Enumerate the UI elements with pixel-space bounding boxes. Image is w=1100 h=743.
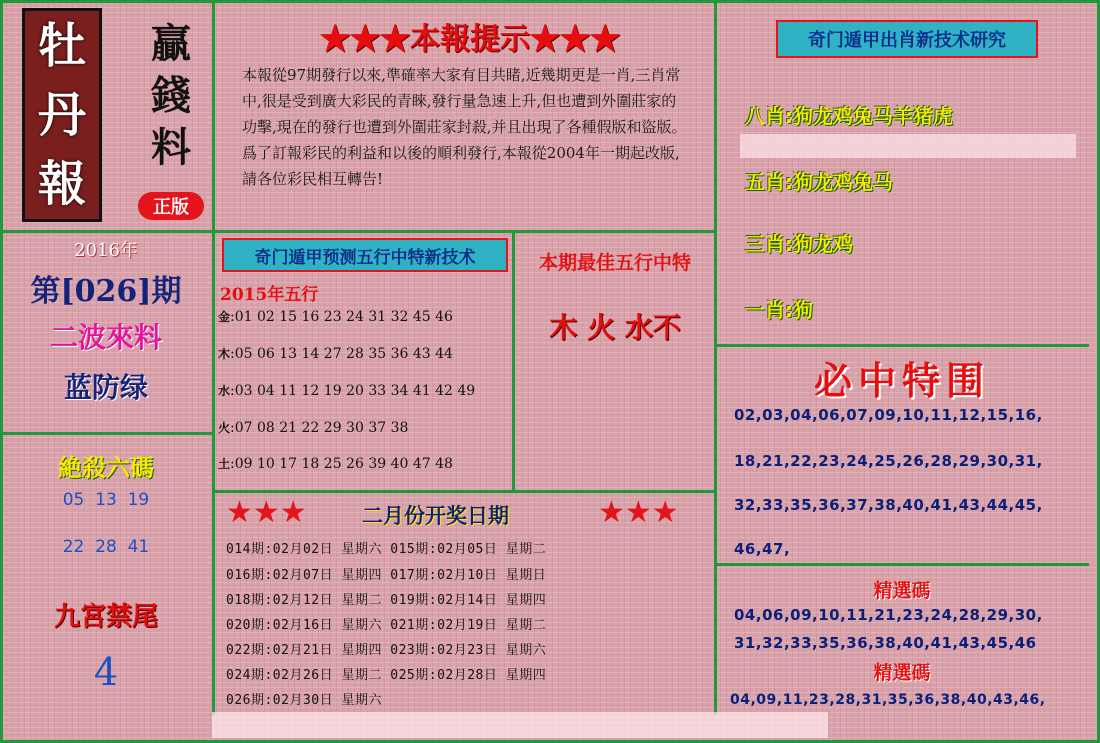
- selected-line: 31,32,33,35,36,38,40,41,43,45,46: [734, 634, 1037, 652]
- draw-date-row: 016期:02月07日 星期四 017期:02月10日 星期日: [226, 568, 547, 583]
- kill-six-line: 05 13 19: [62, 490, 150, 510]
- zodiac-five: 五肖:狗龙鸡兔马: [745, 170, 893, 194]
- five-elements-year: 2015年五行: [220, 285, 319, 305]
- selected-line: 04,09,11,23,28,31,35,36,38,40,43,46,: [730, 692, 1046, 708]
- element-numbers: 07 08 21 22 29 30 37 38: [234, 420, 409, 436]
- slogan-char: 贏: [151, 20, 191, 67]
- selected-heading: 精選碼: [873, 662, 931, 684]
- grid-line: [715, 563, 1089, 566]
- selected-line: 04,06,09,10,11,21,23,24,28,29,30,: [734, 606, 1043, 624]
- must-hit-line: 02,03,04,06,07,09,10,11,12,15,16,: [734, 406, 1043, 424]
- zodiac-eight: 八肖:狗龙鸡兔马羊猪虎: [745, 104, 953, 128]
- notice-body: 本報從97期發行以來,準確率大家有目共睹,近幾期更是一肖,三肖常中,很是受到廣大彩民的青睞,發行量急速上升,但也遭到外圍莊家的功擊,現在的發行也遭到外圍莊家封殺,并且出現了各種假版和盜版。爲了訂報彩民的利益和以後的順利發行,本報從2004年一期起改版,請各位彩民相互轉告!: [242, 66, 687, 188]
- element-numbers: 05 06 13 14 27 28 35 36 43 44: [234, 346, 453, 362]
- five-elements-heading: 奇门遁甲预测五行中特新技术: [222, 238, 508, 272]
- element-row: 木:05 06 13 14 27 28 35 36 43 44: [218, 346, 453, 362]
- element-row: 金:01 02 15 16 23 24 31 32 45 46: [218, 309, 453, 325]
- notice-title: ★★★本報提示★★★: [320, 22, 620, 57]
- star-decoration: ★★★: [598, 495, 679, 530]
- kill-six-heading: 絶殺六碼: [58, 454, 154, 482]
- draw-date-row: 026期:02月30日 星期六: [226, 693, 382, 708]
- masthead-slogan: [148, 18, 194, 174]
- zodiac-one: 一肖:狗: [745, 298, 813, 322]
- must-hit-line: 32,33,35,36,37,38,40,41,43,44,45,: [734, 496, 1043, 514]
- masthead-char: 報: [37, 156, 86, 213]
- element-label: 金: [218, 310, 231, 324]
- element-row: 土:09 10 17 18 25 26 39 40 47 48: [218, 456, 453, 472]
- draw-date-row: 024期:02月26日 星期二 025期:02月28日 星期四: [226, 668, 547, 683]
- highlight-band: [740, 134, 1076, 158]
- star-decoration: ★★★: [226, 495, 307, 530]
- grid-line: [213, 490, 715, 493]
- element-numbers: 09 10 17 18 25 26 39 40 47 48: [234, 456, 453, 472]
- masthead-char: 丹: [37, 86, 86, 143]
- zodiac-heading: 奇门遁甲出肖新技术研究: [776, 20, 1038, 58]
- masthead-char: 牡: [37, 17, 86, 74]
- must-hit-line: 18,21,22,23,24,25,26,28,29,30,31,: [734, 452, 1043, 470]
- best-element-value: 木 火 水不: [549, 311, 681, 344]
- element-row: 水:03 04 11 12 19 20 33 34 41 42 49: [218, 383, 476, 399]
- draw-date-row: 022期:02月21日 星期四 023期:02月23日 星期六: [226, 643, 547, 658]
- zodiac-three: 三肖:狗龙鸡: [745, 232, 853, 256]
- wave-info: 二波來料: [49, 321, 162, 354]
- draw-dates-heading: 二月份开奖日期: [362, 504, 509, 528]
- best-element-heading: 本期最佳五行中特: [538, 252, 691, 274]
- element-row: 火:07 08 21 22 29 30 37 38: [218, 420, 409, 436]
- grid-line: [0, 0, 1100, 3]
- highlight-band: [212, 712, 828, 738]
- must-hit-line: 46,47,: [734, 540, 791, 558]
- draw-date-row: 014期:02月02日 星期六 015期:02月05日 星期二: [226, 542, 547, 557]
- draw-date-row: 020期:02月16日 星期六 021期:02月19日 星期二: [226, 618, 547, 633]
- selected-heading: 精選碼: [873, 580, 931, 602]
- grid-line: [212, 0, 215, 715]
- grid-line: [0, 230, 715, 233]
- draw-date-row: 018期:02月12日 星期二 019期:02月14日 星期四: [226, 593, 547, 608]
- element-numbers: 03 04 11 12 19 20 33 34 41 42 49: [234, 383, 476, 399]
- issue-year: 2016年: [74, 240, 138, 261]
- slogan-char: 料: [151, 124, 191, 171]
- element-label: 水: [218, 384, 231, 398]
- masthead-logo: [22, 8, 102, 222]
- issue-number: 第[026]期: [30, 274, 182, 309]
- grid-line: [715, 344, 1089, 347]
- grid-line: [512, 232, 515, 492]
- nine-palace-value: 4: [93, 650, 119, 694]
- element-label: 火: [218, 421, 231, 435]
- slogan-char: 錢: [151, 72, 191, 119]
- element-numbers: 01 02 15 16 23 24 31 32 45 46: [234, 309, 453, 325]
- element-label: 木: [218, 347, 231, 361]
- grid-line: [0, 432, 213, 435]
- kill-six-line: 22 28 41: [62, 537, 150, 557]
- color-guard: 蓝防绿: [63, 371, 148, 404]
- must-hit-heading: 必中特围: [813, 358, 990, 403]
- genuine-badge: 正版: [138, 192, 204, 220]
- nine-palace-heading: 九宮禁尾: [53, 602, 158, 632]
- element-label: 土: [218, 457, 231, 471]
